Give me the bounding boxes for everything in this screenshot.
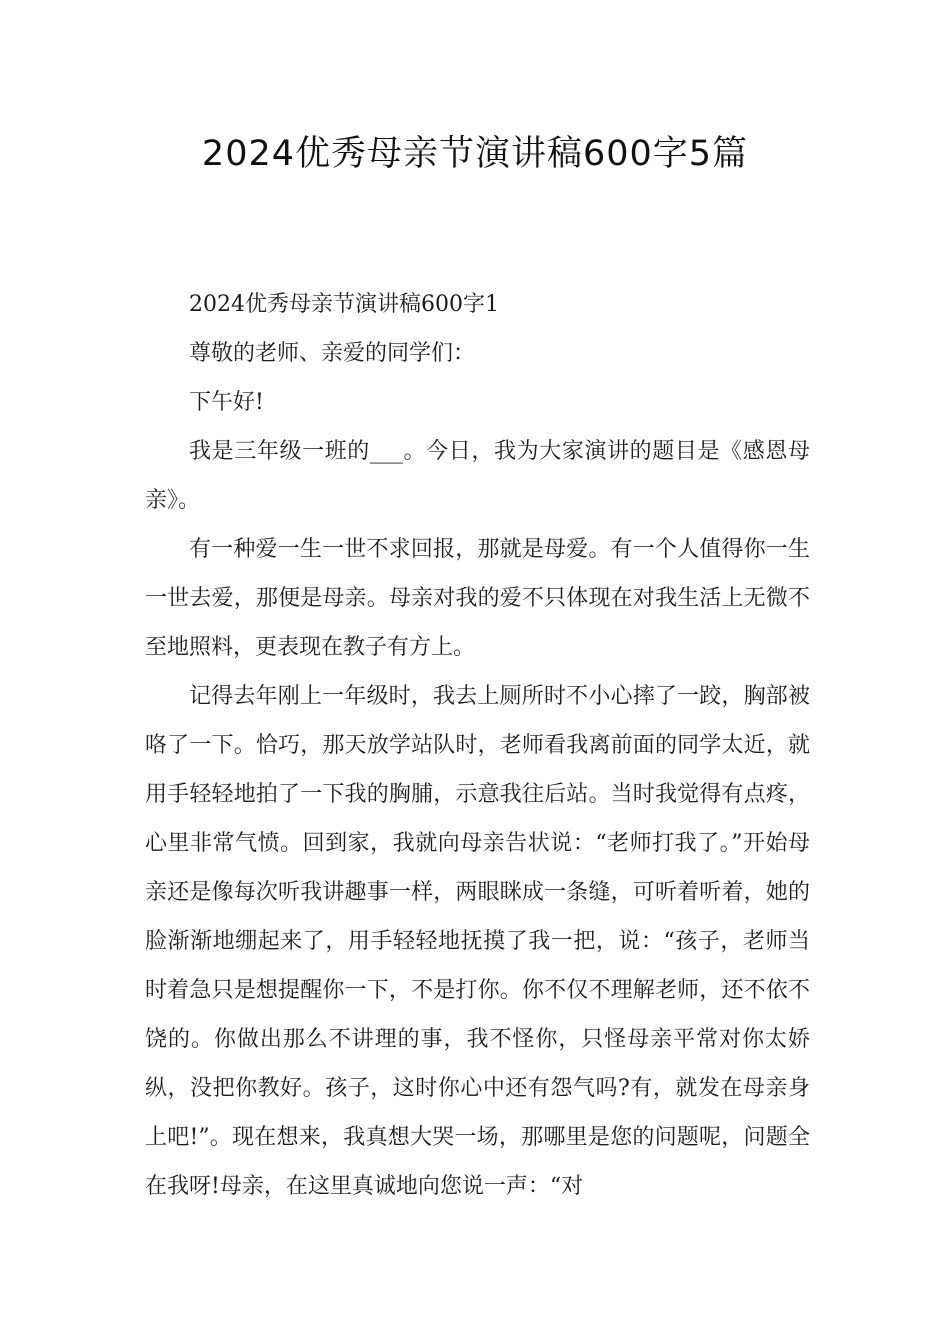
- paragraph-intro: 我是三年级一班的___。今日，我为大家演讲的题目是《感恩母亲》。: [145, 439, 810, 513]
- document-body: [145, 280, 810, 1211]
- paragraph-mother-love: 有一种爱一生一世不求回报，那就是母爱。有一个人值得你一生一世去爱，那便是母亲。母亲对我的爱不只体现在对我生活上无微不至地照料，更表现在教子有方上。: [145, 537, 810, 660]
- section-heading: 2024优秀母亲节演讲稿600字1: [189, 292, 499, 317]
- document-title: 2024优秀母亲节演讲稿600字5篇: [201, 134, 749, 174]
- paragraph-story: 记得去年刚上一年级时，我去上厕所时不小心摔了一跤，胸部被咯了一下。恰巧，那天放学站队时，老师看我离前面的同学太近，就用手轻轻地拍了一下我的胸脯，示意我往后站。当时我觉得有点疼，心里非常气愤。回到家，我就向母亲告状说：“老师打我了。”开始母亲还是像每次听我讲趣事一样，两眼眯成一条缝，可听着听着，她的脸渐渐地绷起来了，用手轻轻地抚摸了我一把，说：“孩子，老师当时着急只是想提醒你一下，不是打你。你不仅不理解老师，还不依不饶的。你做出那么不讲理的事，我不怪你，只怪母亲平常对你太娇纵，没把你教好。孩子，这时你心中还有怨气吗?有，就发在母亲身上吧!”。现在想来，我真想大哭一场，那哪里是您的问题呢，问题全在我呀!母亲，在这里真诚地向您说一声：“对: [145, 684, 810, 1199]
- greeting: 下午好!: [189, 390, 264, 415]
- salutation: 尊敬的老师、亲爱的同学们：: [189, 341, 476, 366]
